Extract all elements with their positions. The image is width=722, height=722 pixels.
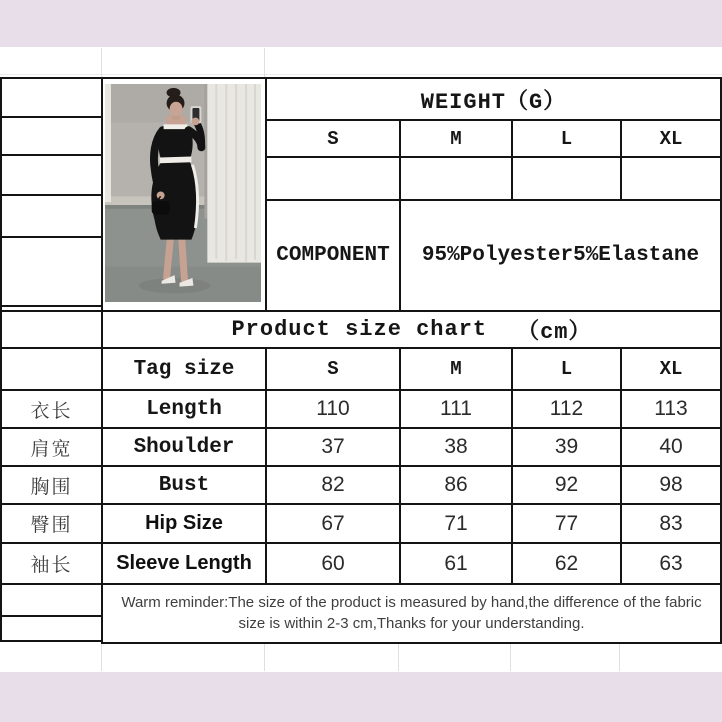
left-empty-cell <box>2 156 103 196</box>
weight-size-header-xl: XL <box>622 121 722 158</box>
length-value-m: 111 <box>401 391 513 429</box>
length-value-s: 110 <box>267 391 401 429</box>
faint-gridline <box>398 644 399 671</box>
dress-model-illustration <box>105 84 261 302</box>
left-empty-cell <box>2 585 103 617</box>
warm-reminder-text: Warm reminder:The size of the product is measured by hand,the difference of the fabric size is within 2-3 cm,Thanks for your understanding. <box>103 585 722 644</box>
faint-gridline <box>101 48 102 77</box>
row-label-bust: Bust <box>103 467 267 505</box>
hip-value-s: 67 <box>267 505 401 544</box>
row-label-hip-size: Hip Size <box>103 505 267 544</box>
faint-gridline <box>264 644 265 671</box>
size-chart-table <box>101 77 722 644</box>
bust-value-l: 92 <box>513 467 622 505</box>
sleeve-value-xl: 63 <box>622 544 722 585</box>
sleeve-value-l: 62 <box>513 544 622 585</box>
weight-value-s <box>267 158 401 201</box>
product-photo-cell <box>103 79 267 312</box>
faint-divider-top <box>0 74 722 75</box>
faint-gridline <box>510 644 511 671</box>
bust-value-xl: 98 <box>622 467 722 505</box>
component-value: 95%Polyester5%Elastane <box>401 201 722 312</box>
weight-value-m <box>401 158 513 201</box>
left-empty-cell <box>2 312 103 349</box>
cn-label-hip: 臀围 <box>2 505 103 544</box>
shoulder-value-xl: 40 <box>622 429 722 467</box>
left-empty-cell <box>2 617 103 642</box>
cn-label-sleeve: 袖长 <box>2 544 103 585</box>
row-label-length: Length <box>103 391 267 429</box>
weight-value-xl <box>622 158 722 201</box>
left-empty-cell <box>2 238 103 307</box>
weight-size-header-m: M <box>401 121 513 158</box>
left-label-column <box>0 77 105 642</box>
sleeve-value-m: 61 <box>401 544 513 585</box>
size-chart-unit: （cm） <box>517 320 592 345</box>
shoulder-value-l: 39 <box>513 429 622 467</box>
bust-value-m: 86 <box>401 467 513 505</box>
tag-size-header-xl: XL <box>622 349 722 391</box>
weight-value-l <box>513 158 622 201</box>
cn-label-bust: 胸围 <box>2 467 103 505</box>
tag-size-label: Tag size <box>103 349 267 391</box>
bust-value-s: 82 <box>267 467 401 505</box>
bottom-pink-band <box>0 672 722 722</box>
shoulder-value-s: 37 <box>267 429 401 467</box>
cn-label-shoulder: 肩宽 <box>2 429 103 467</box>
hip-value-l: 77 <box>513 505 622 544</box>
shoulder-value-m: 38 <box>401 429 513 467</box>
left-empty-cell <box>2 79 103 118</box>
faint-gridline <box>101 644 102 671</box>
weight-size-header-l: L <box>513 121 622 158</box>
length-value-xl: 113 <box>622 391 722 429</box>
component-label: COMPONENT <box>267 201 401 312</box>
size-chart-title: Product size chart <box>231 317 488 342</box>
length-value-l: 112 <box>513 391 622 429</box>
tag-size-header-l: L <box>513 349 622 391</box>
left-empty-cell <box>2 196 103 238</box>
tag-size-header-m: M <box>401 349 513 391</box>
hip-value-xl: 83 <box>622 505 722 544</box>
faint-gridline <box>264 48 265 77</box>
weight-size-header-s: S <box>267 121 401 158</box>
hip-value-m: 71 <box>401 505 513 544</box>
weight-title: WEIGHT（G） <box>267 79 722 121</box>
cn-label-length: 衣长 <box>2 391 103 429</box>
row-label-shoulder: Shoulder <box>103 429 267 467</box>
faint-gridline <box>619 644 620 671</box>
size-chart-title-cell <box>103 312 722 349</box>
left-empty-cell <box>2 349 103 391</box>
row-label-sleeve-length: Sleeve Length <box>103 544 267 585</box>
sleeve-value-s: 60 <box>267 544 401 585</box>
product-photo <box>105 84 261 302</box>
left-empty-cell <box>2 118 103 156</box>
top-pink-band <box>0 0 722 47</box>
tag-size-header-s: S <box>267 349 401 391</box>
